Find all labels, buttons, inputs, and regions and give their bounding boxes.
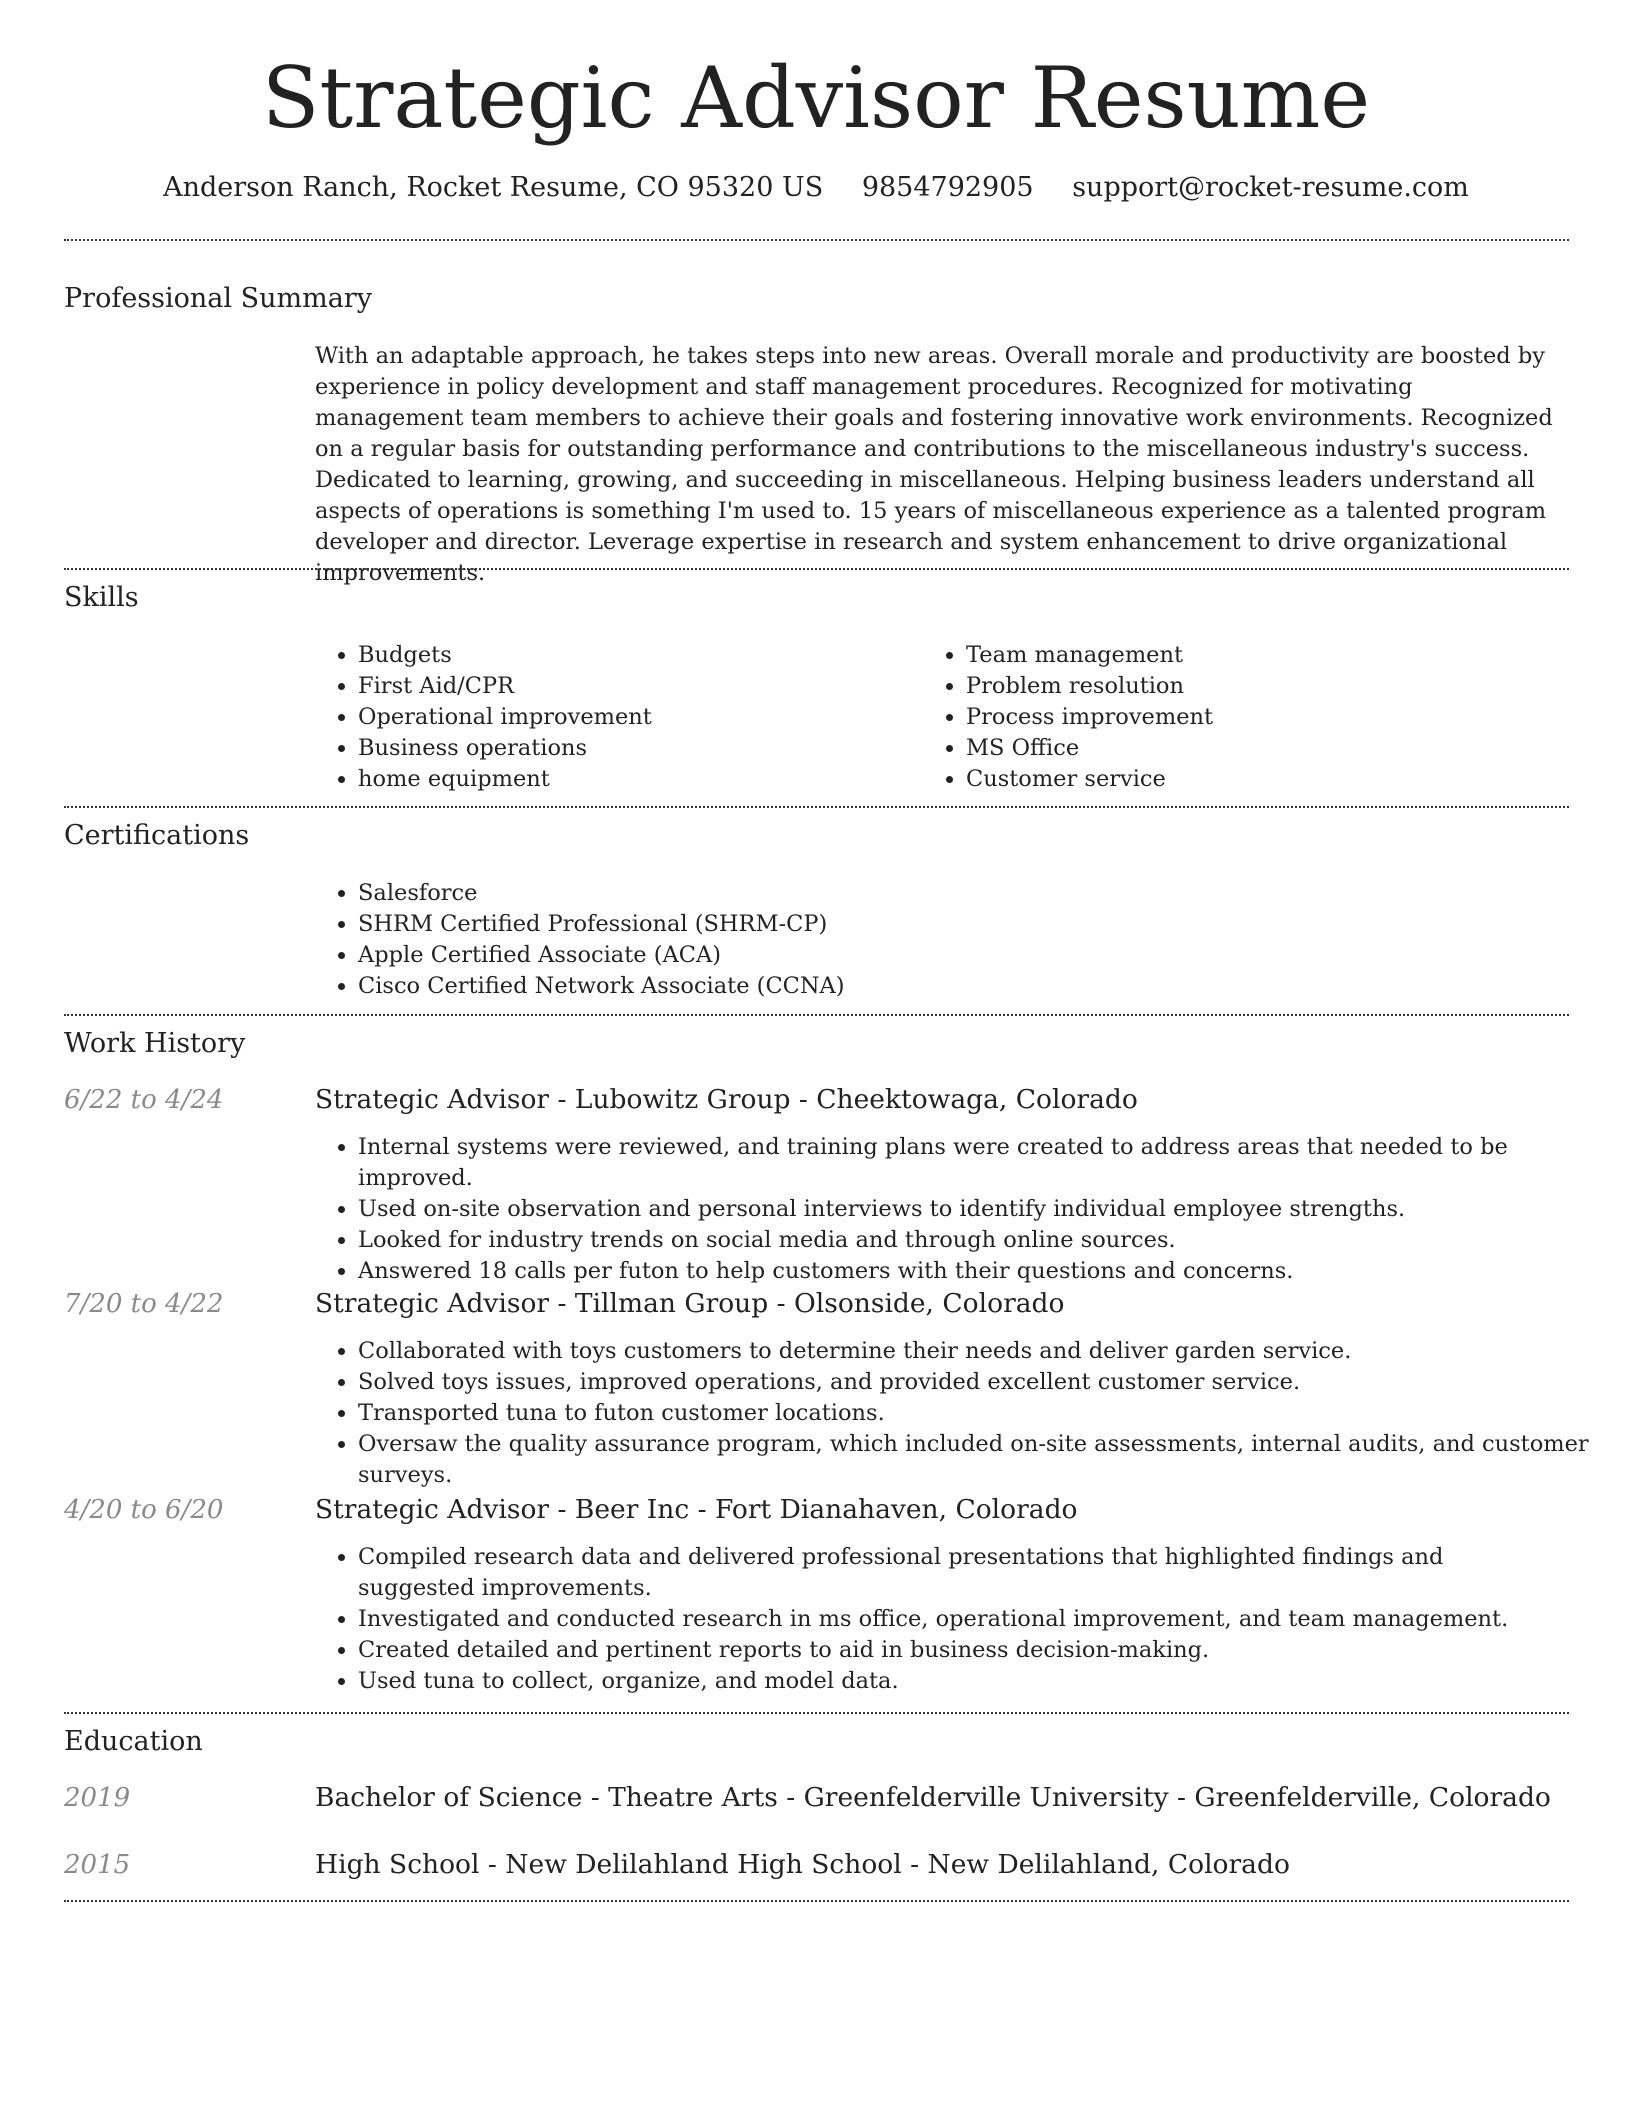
- job-dates: 4/20 to 6/20: [64, 1495, 224, 1525]
- skill-item: • Process improvement: [966, 702, 1566, 733]
- job-bullet: • Solved toys issues, improved operations, and provided excellent customer service.: [358, 1367, 1608, 1398]
- job-title: Strategic Advisor - Lubowitz Group - Cheektowaga, Colorado: [315, 1084, 1138, 1115]
- education-year: 2019: [64, 1783, 131, 1813]
- job-bullet: • Collaborated with toys customers to determine their needs and deliver garden service.: [358, 1336, 1608, 1367]
- skill-item: • Operational improvement: [358, 702, 918, 733]
- job-bullet: • Compiled research data and delivered professional presentations that highlighted findings and suggested improvements.: [358, 1542, 1548, 1604]
- skill-item: • First Aid/CPR: [358, 671, 918, 702]
- section-divider: [64, 1014, 1569, 1016]
- certification-item: • Salesforce: [358, 878, 1558, 909]
- section-divider: [64, 806, 1569, 808]
- job-dates: 6/22 to 4/24: [64, 1085, 224, 1115]
- skill-item: • Customer service: [966, 764, 1566, 795]
- certifications-list: [315, 878, 1558, 1002]
- job-bullets: [315, 1336, 1608, 1491]
- resume-title: Strategic Advisor Resume: [261, 49, 1371, 147]
- skills-list-left: [315, 640, 918, 795]
- contact-address: Anderson Ranch, Rocket Resume, CO 95320 US: [163, 172, 824, 203]
- skill-item: • Budgets: [358, 640, 918, 671]
- job-bullet: • Transported tuna to futon customer locations.: [358, 1398, 1608, 1429]
- work-history-heading: Work History: [64, 1028, 246, 1059]
- job-title: Strategic Advisor - Beer Inc - Fort Dianahaven, Colorado: [315, 1494, 1078, 1525]
- summary-text: With an adaptable approach, he takes steps into new areas. Overall morale and productivity are boosted by experience in policy development and staff management procedures. Recognized for motivating management team members to achieve their goals and fostering innovative work environments. Recognized on a regular basis for outstanding performance and contributions to the miscellaneous industry's success. Dedicated to learning, growing, and succeeding in miscellaneous. Helping business leaders understand all aspects of operations is something I'm used to. 15 years of miscellaneous experience as a talented program developer and director. Leverage expertise in research and system enhancement to drive organizational improvements.: [315, 343, 1553, 586]
- education-heading: Education: [64, 1726, 203, 1757]
- job-bullet: • Created detailed and pertinent reports to aid in business decision-making.: [358, 1635, 1548, 1666]
- skill-item: • Business operations: [358, 733, 918, 764]
- certification-item: • Cisco Certified Network Associate (CCNA): [358, 971, 1558, 1002]
- contact-phone: 9854792905: [861, 172, 1034, 203]
- section-divider: [64, 239, 1569, 241]
- summary-heading: Professional Summary: [64, 283, 372, 314]
- section-divider: [64, 1900, 1569, 1902]
- job-bullet: • Internal systems were reviewed, and training plans were created to address areas that needed to be improved.: [358, 1132, 1608, 1194]
- job-bullet: • Looked for industry trends on social media and through online sources.: [358, 1225, 1608, 1256]
- job-title: Strategic Advisor - Tillman Group - Olsonside, Colorado: [315, 1288, 1065, 1319]
- skill-item: • Team management: [966, 640, 1566, 671]
- job-bullet: • Used tuna to collect, organize, and model data.: [358, 1666, 1548, 1697]
- contact-line: [0, 170, 1632, 206]
- skill-item: • MS Office: [966, 733, 1566, 764]
- skill-item: • home equipment: [358, 764, 918, 795]
- certification-item: • Apple Certified Associate (ACA): [358, 940, 1558, 971]
- job-bullets: [315, 1542, 1548, 1697]
- certifications-heading: Certifications: [64, 820, 250, 851]
- education-degree: Bachelor of Science - Theatre Arts - Greenfelderville University - Greenfelderville, Colorado: [315, 1782, 1551, 1813]
- job-bullet: • Answered 18 calls per futon to help customers with their questions and concerns.: [358, 1256, 1608, 1287]
- skills-heading: Skills: [64, 582, 139, 613]
- job-bullet: • Oversaw the quality assurance program, which included on-site assessments, internal audits, and customer surveys.: [358, 1429, 1608, 1491]
- education-year: 2015: [64, 1850, 131, 1880]
- contact-email: support@rocket-resume.com: [1072, 172, 1469, 203]
- job-bullet: • Investigated and conducted research in ms office, operational improvement, and team management.: [358, 1604, 1548, 1635]
- job-bullets: [315, 1132, 1608, 1287]
- section-divider: [64, 568, 1569, 570]
- education-degree: High School - New Delilahland High School - New Delilahland, Colorado: [315, 1849, 1290, 1880]
- skill-item: • Problem resolution: [966, 671, 1566, 702]
- job-dates: 7/20 to 4/22: [64, 1289, 224, 1319]
- certification-item: • SHRM Certified Professional (SHRM-CP): [358, 909, 1558, 940]
- skills-list-right: [923, 640, 1566, 795]
- section-divider: [64, 1712, 1569, 1714]
- job-bullet: • Used on-site observation and personal interviews to identify individual employee strengths.: [358, 1194, 1608, 1225]
